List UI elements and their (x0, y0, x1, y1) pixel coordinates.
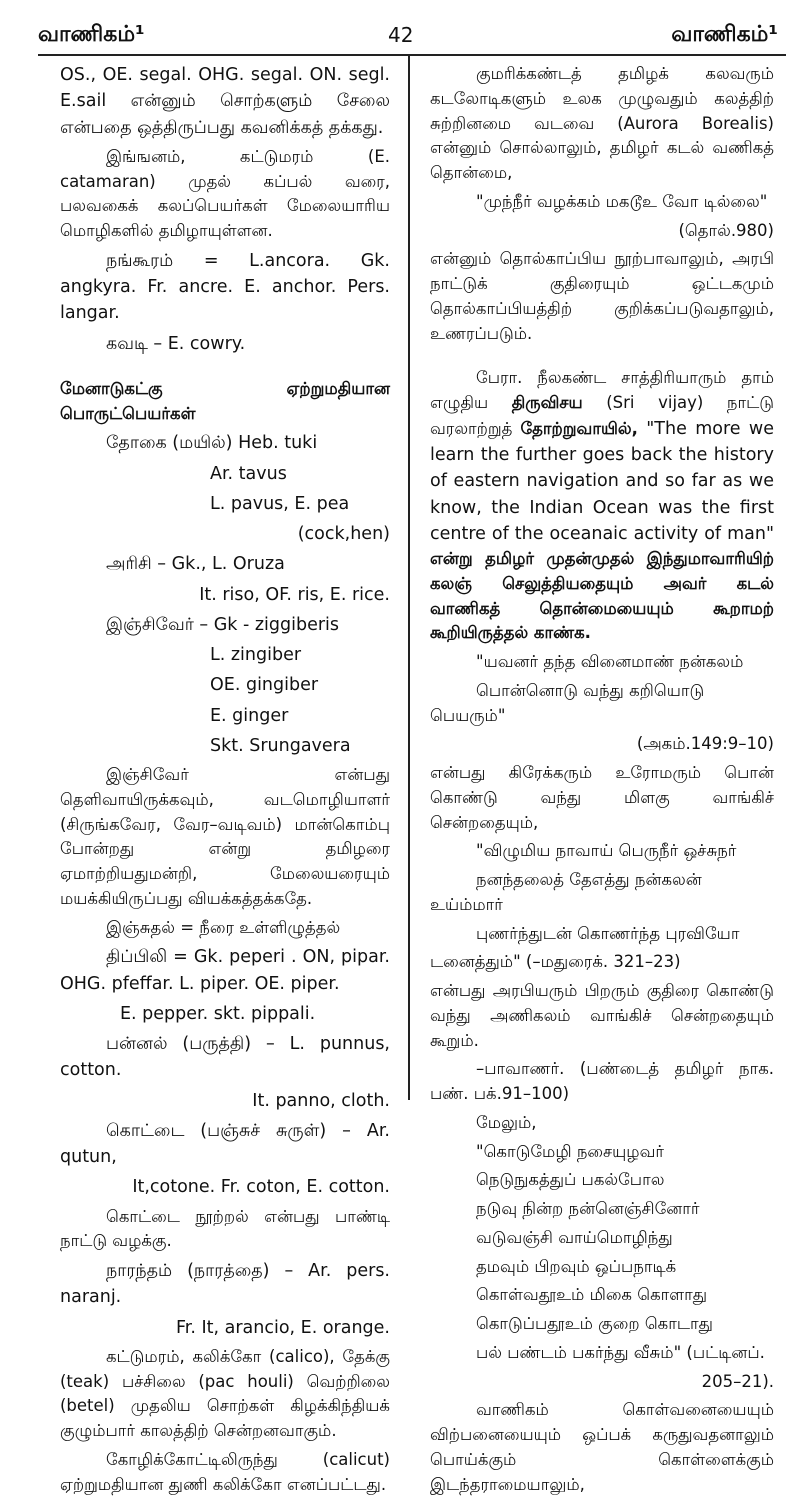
running-title-left: வாணிகம்¹ (38, 22, 145, 47)
paragraph-text: (Sri vijay) நாட்டு வரலாற்றுத் (430, 393, 774, 438)
verse-line: நெடுநுகத்துப் பகல்போல (476, 1170, 665, 1190)
english-quote: "The more we learn the further goes back the history of eastern navigation and so far as we know, the Indian Ocean was the first centre of the oceanaic activity of man" (430, 418, 774, 544)
etymology-line: It,cotone. Fr. coton, E. cotton. (132, 1177, 390, 1198)
paragraph: வாணிகம் கொள்வனையையும் விற்பனையையும் ஒப்பக் கருதுவதனாலும் பொய்க்கும் கொள்ளைக்கும் இடந்தராமையாலும், (430, 1400, 774, 1494)
paragraph: இங்ஙனம், கட்டுமரம் (E. catamaran) முதல் கப்பல் வரை, பலவகைக் கலப்பெயர்கள் மேலையாரிய மொழிகளில் தமிழாயுள்ளன. (60, 146, 390, 240)
etymology-line: அரிசி – Gk., L. Oruza (106, 554, 285, 575)
verse-line: நனந்தலைத் தேஎத்து நன்கலன் உய்ம்மார் (430, 870, 702, 914)
paragraph: கவடி – E. cowry. (106, 333, 246, 354)
etymology-line: L. zingiber (210, 645, 302, 665)
paragraph (430, 366, 774, 646)
header-rule (38, 54, 786, 56)
paragraph: இஞ்சிவேர் என்பது தெளிவாயிருக்கவும், வடமொழியாளர் (சிருங்கவேர, வேர–வடிவம்) மான்கொம்பு போன்றது என்று தமிழரை ஏமாற்றியதுமன்றி, மேலையரையும் மயக்கியிருப்பது வியக்கத்தக்கதே. (60, 765, 390, 908)
paragraph: நங்கூரம் = L.ancora. Gk. angkyra. Fr. ancre. E. anchor. Pers. langar. (60, 250, 390, 324)
paragraph: கொட்டை நூற்றல் என்பது பாண்டி நாட்டு வழக்கு. (60, 1206, 390, 1251)
paragraph: கட்டுமரம், கலிக்கோ (calico), தேக்கு (teak) பச்சிலை (pac houli) வெற்றிலை (betel) முதலிய சொற்கள் கிழக்கிந்தியக் குழும்பார் காலத்திற் சென்றனவாகும். (60, 1346, 390, 1440)
verse-line: டனைத்தும்" (–மதுரைக். 321–23) (430, 952, 681, 972)
paragraph: குமரிக்கண்டத் தமிழக் கலவரும் கடலோடிகளும் உலக முழுவதும் கலத்திற் சுற்றினமை வடவை (Aurora Borealis) என்னும் சொல்லாலும், தமிழர் கடல் வணிகத் தொன்மை, (430, 64, 774, 182)
etymology-line: E. ginger (210, 705, 289, 726)
left-column (60, 62, 390, 1501)
verse-block (430, 1140, 774, 1366)
etymology-line: Fr. It, arancio, E. orange. (175, 1317, 390, 1338)
etymology-line: (cock,hen) (297, 524, 390, 544)
etymology-line: கொட்டை (பஞ்சுச் சுருள்) – Ar. qutun, (60, 1120, 390, 1167)
paragraph: கோழிக்கோட்டிலிருந்து (calicut) ஏற்றுமதியான துணி கலிக்கோ எனப்பட்டது. (60, 1449, 390, 1494)
page-header (0, 0, 800, 52)
paragraph-text: பேரா. நீலகண்ட சாத்திரியாரும் தாம் எழுதிய (430, 368, 774, 412)
etymology-line: இஞ்சிவேர் – Gk - ziggiberis (106, 614, 340, 635)
verse-line: "கொடுமேழி நசையுழவர் (476, 1141, 664, 1161)
section-heading: மேனாடுகட்கு ஏற்றுமதியான பொருட்பெயர்கள் (60, 378, 390, 423)
etymology-line: E. pepper. skt. pippali. (120, 1003, 316, 1024)
citation: 205–21). (701, 1371, 774, 1391)
verse-block (430, 839, 774, 975)
verse-line: "விழுமிய நாவாய் பெருநீர் ஒச்சுநர் (476, 841, 737, 861)
etymology-line: L. pavus, E. pea (210, 493, 350, 514)
page-number: 42 (388, 23, 414, 47)
verse-line: "முந்நீர் வழக்கம் மகடூஉ வோ டில்லை" (476, 191, 768, 211)
citation: (அகம்.149:9–10) (636, 734, 774, 754)
paragraph: OS., OE. segal. OHG. segal. ON. segl. E.sail என்னும் சொற்களும் சேலை என்பதை ஒத்திருப்பது கவனிக்கத் தக்கது. (60, 65, 390, 138)
etymology-line: பன்னல் (பருத்தி) – L. punnus, cotton. (60, 1034, 390, 1081)
emphasis-text: என்று தமிழர் முதன்முதல் இந்துமாவாரியிற் கலஞ் செலுத்தியதையும் அவர் கடல் வாணிகத் தொன்மையையும் கூறாமற் கூறியிருத்தல் காண்க. (430, 549, 774, 643)
verse-line: கொள்வதூஉம் மிகை கொளாது (476, 1285, 708, 1305)
etymology-line: இஞ்சுதல் = நீரை உள்ளிழுத்தல் (106, 917, 341, 937)
etymology-line: Ar. tavus (210, 463, 287, 484)
verse-line: கொடுப்பதூஉம் குறை கொடாது (476, 1314, 713, 1333)
column-divider (408, 56, 410, 1100)
paragraph: என்னும் தொல்காப்பிய நூற்பாவாலும், அரபி நாட்டுக் குதிரையும் ஒட்டகமும் தொல்காப்பியத்திற் குறிக்கப்படுவதாலும், உணரப்படும். (430, 249, 774, 343)
etymology-line: திப்பிலி = Gk. peperi . ON, pipar. OHG. pfeffar. L. piper. OE. piper. (60, 947, 390, 994)
verse-line: "யவனர் தந்த வினைமாண் நன்கலம் (476, 652, 744, 671)
etymology-line: It. riso, OF. ris, E. rice. (199, 584, 390, 605)
etymology-line: தோகை (மயில்) Heb. tuki (106, 433, 318, 454)
citation: (தொல்.980) (678, 220, 774, 240)
verse-line: புணர்ந்துடன் கொணர்ந்த புரவியோ (476, 923, 740, 943)
source-note: –பாவாணர். (பண்டைத் தமிழர் நாக. பண். பக்.91–100) (430, 1059, 774, 1103)
verse-line: பொன்னொடு வந்து கறியொடு பெயரும்" (430, 680, 705, 725)
book-title: திருவிசய (511, 393, 583, 412)
emphasis-text: தோற்றுவாயில், (520, 418, 638, 438)
paragraph: மேலும், (476, 1112, 537, 1132)
right-column (430, 62, 774, 1501)
paragraph: என்பது அரபியரும் பிறரும் குதிரை கொண்டு வந்து அணிகலம் வாங்கிச் சென்றதையும் கூறும். (430, 981, 774, 1050)
etymology-line: It. panno, cloth. (252, 1090, 390, 1111)
verse-line: தமவும் பிறவும் ஒப்பநாடிக் (476, 1256, 677, 1276)
verse-line: நடுவு நின்ற நன்னெஞ்சினோர் (476, 1199, 700, 1218)
verse-line: பல் பண்டம் பகர்ந்து வீசும்" (பட்டினப். (476, 1342, 765, 1362)
etymology-line: நாரந்தம் (நாரத்தை) – Ar. pers. naranj. (60, 1261, 390, 1308)
paragraph: என்பது கிரேக்கரும் உரோமரும் பொன் கொண்டு வந்து மிளகு வாங்கிச் சென்றதையும், (430, 763, 774, 832)
verse-block (430, 650, 774, 728)
verse-line: வடுவஞ்சி வாய்மொழிந்து (476, 1227, 673, 1247)
etymology-line: OE. gingiber (210, 675, 319, 696)
running-title-right: வாணிகம்¹ (671, 22, 778, 47)
etymology-line: Skt. Srungavera (210, 735, 351, 756)
